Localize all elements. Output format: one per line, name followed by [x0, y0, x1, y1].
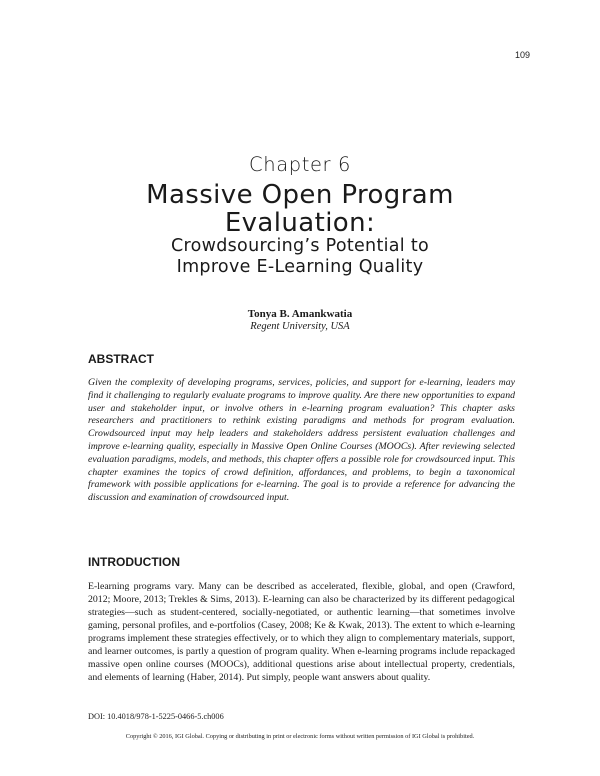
author-name: Tonya B. Amankwatia [247, 308, 353, 320]
doi: DOI: 10.4018/978-1-5225-0466-5.ch006 [88, 712, 224, 721]
page-number: 109 [514, 50, 530, 60]
chapter-subtitle-line-1: Crowdsourcing’s Potential to [170, 236, 429, 256]
introduction-text: E-learning programs vary. Many can be described as accelerated, flexible, global, and open (Crawford, 2012; Moore, 2013; Trekles & Sims, 2013). E-learning can also be characterized by its different pedagogical strategies—such as student-centered, socially-negotiated, or authentic learning—that sometimes involve gaming, personal profiles, and e-portfolios (Casey, 2008; Ke & Kwak, 2013). The extent to which e-learning programs implement these strategies effectively, or to which they align to complementary materials, support, and learner outcomes, is partly a question of program quality. When e-learning programs include repackaged massive open online courses (MOOCs), additional questions arise about intellectual property, credentials, and elements of learning (Haber, 2014). Put simply, people want answers about quality. [88, 581, 515, 683]
introduction-heading: INTRODUCTION [88, 555, 180, 569]
chapter-subtitle-line-2: Improve E-Learning Quality [176, 257, 424, 277]
author-affiliation: Regent University, USA [250, 321, 350, 332]
chapter-title-line-1: Massive Open Program [146, 180, 454, 210]
chapter-title [0, 181, 600, 237]
chapter-title-line-2: Evaluation: [224, 208, 376, 238]
chapter-subtitle [0, 236, 600, 278]
copyright-notice: Copyright © 2016, IGI Global. Copying or distributing in print or electronic forms without written permission of IGI Global is prohibited. [125, 733, 475, 740]
abstract-text: Given the complexity of developing programs, services, policies, and support for e-learning, leaders may find it challenging to regularly evaluate programs to improve quality. Are there new opportunities to expand user and stakeholder input, or involve others in e-learning program evaluation? This chapter asks researchers and practitioners to rethink existing paradigms and methods for program evaluation. Crowdsourced input may help leaders and stakeholders address persistent evaluation challenges and improve e-learning quality, especially in Massive Open Online Courses (MOOCs). After reviewing selected evaluation paradigms, models, and methods, this chapter offers a possible role for crowdsourced input. This chapter examines the topics of crowd definition, affordances, and problems, to begin a taxonomical framework with possible applications for e-learning. The goal is to provide a reference for advancing the discussion and examination of crowdsourced input. [88, 377, 515, 504]
abstract-heading: ABSTRACT [88, 352, 154, 366]
chapter-label: Chapter 6 [249, 153, 351, 176]
